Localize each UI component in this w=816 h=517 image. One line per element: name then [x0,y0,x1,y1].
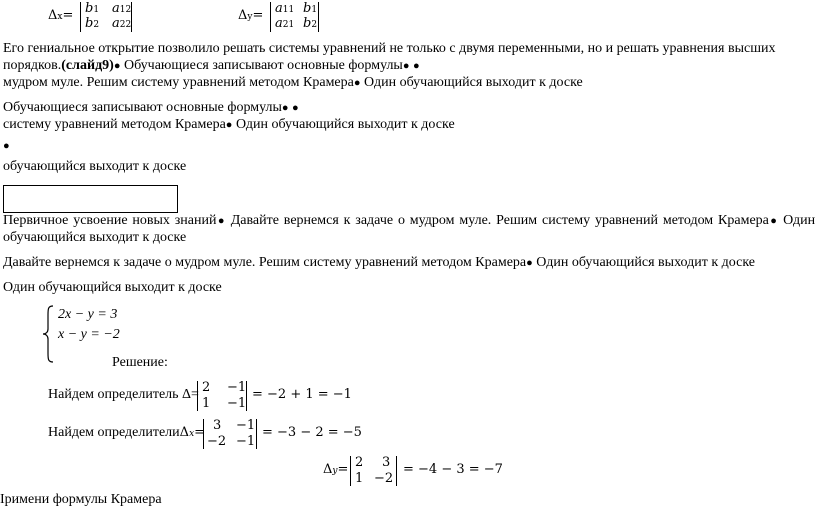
paragraph-text: мудром муле. Решим систему уравнений методом Крамера● Один обучающийся выходит к доске [3,75,583,90]
matrix-cell: a21 [275,16,295,31]
matrix-cell: 1 [202,396,211,411]
paragraph-text: Обучающиеся записывают основные формулы● ● [3,100,299,115]
matrix-cell: −1 [227,380,247,395]
paragraph-text: порядков.(слайд9)● Обучающиеся записывают основные формулы● ● [3,58,420,73]
slide-ref: (слайд9) [61,58,114,73]
paragraph-text: Один обучающийся выходит к доске [3,280,222,295]
det-main-label: Найдем определитель Δ= [48,387,199,402]
matrix-bar-right [318,2,319,32]
paragraph-justified: Первичное усвоение новых знаний● Давайте вернемся к задаче о мудром муле. Решим систему уравнений методом Крамера● Один [3,213,816,228]
bullet-icon: ● [281,102,289,114]
bullet-icon: ● [768,215,779,227]
det-main-result: = −2 + 1 = −1 [252,387,352,402]
matrix-bar-left [350,456,351,486]
delta-x-label: Δx= [48,8,74,23]
matrix-cell: b1 [85,1,100,16]
matrix-cell: −2 [374,471,394,486]
matrix-bar-right [396,456,397,486]
bullet-icon: ● [413,60,420,72]
solution-label: Решение: [112,355,168,370]
bullet-icon: ● [353,77,361,89]
paragraph-text: обучающийся выходит к доске [3,159,187,174]
matrix-bar-left [80,2,81,32]
matrix-cell: b1 [303,1,318,16]
det-x-result: = −3 − 2 = −5 [262,425,362,440]
equation-1: 2x − y = 3 [58,307,118,322]
matrix-cell: b2 [85,16,100,31]
matrix-cell: −1 [236,418,256,433]
matrix-cell: 2 [355,455,364,470]
det-y-result: = −4 − 3 = −7 [403,462,503,477]
matrix-cell: −1 [227,396,247,411]
matrix-cell: a22 [112,16,132,31]
bullet-icon: ● [292,102,299,114]
matrix-cell: a12 [112,1,132,16]
matrix-cell: b2 [303,16,318,31]
matrix-cell: 3 [382,455,391,470]
matrix-bar-left [270,2,271,32]
matrix-bar-left [197,381,198,411]
matrix-bar-left [203,419,204,449]
matrix-cell: −2 [207,434,227,449]
bullet-icon: ● [526,257,533,269]
empty-frame [3,185,178,213]
paragraph-text: Его гениальное открытие позволило решать системы уравнений не только с двумя переменными, но и решать уравнения высших [3,41,776,56]
bullet-icon: ● [402,60,410,72]
matrix-bar-right [131,2,132,32]
paragraph-text: Давайте вернемся к задаче о мудром муле. Решим систему уравнений методом Крамера● Один обучающийся выходит к доске [3,255,756,270]
equation-2: x − y = −2 [58,327,120,342]
matrix-cell: 3 [213,418,222,433]
paragraph-text: систему уравнений методом Крамера● Один обучающийся выходит к доске [3,117,455,132]
delta-y-label: Δy= [238,8,264,23]
footer-text: Іримени формулы Крамера [0,492,162,507]
matrix-cell: −1 [236,434,256,449]
curly-brace-icon [42,305,56,363]
bullet-icon: ● [225,119,233,131]
det-y-label: Δy= [323,462,349,477]
matrix-cell: a11 [275,1,295,16]
matrix-cell: 2 [202,380,211,395]
matrix-cell: 1 [355,471,364,486]
matrix-bar-right [256,419,257,449]
paragraph-text: обучающийся выходит к доске [3,230,187,245]
bullet-icon: ● [113,60,121,72]
bullet-icon: ● [216,215,226,227]
bullet-icon: ● [3,140,10,152]
det-x-label: Найдем определителиΔx= [48,425,206,440]
matrix-bar-right [246,381,247,411]
